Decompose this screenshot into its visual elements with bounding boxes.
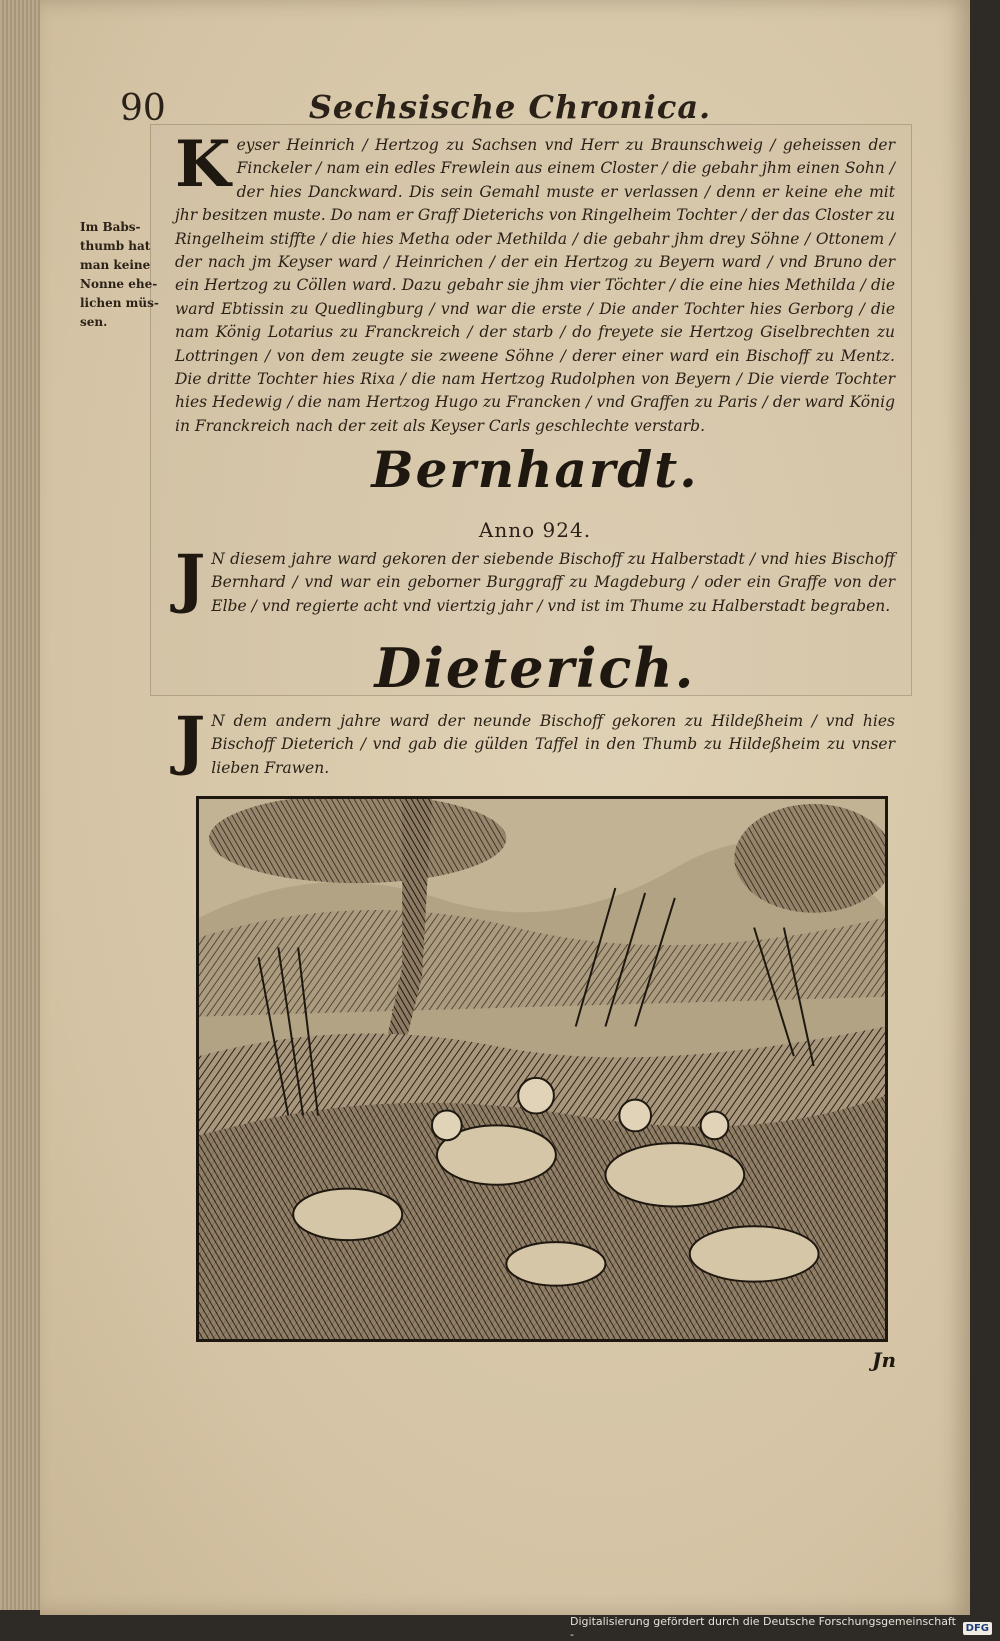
- digitization-footer: [570, 1616, 1000, 1640]
- marginal-line: Im Babs-: [80, 220, 141, 234]
- page-number: 90: [120, 88, 166, 129]
- drop-initial: J: [175, 541, 206, 616]
- section-heinrich: [175, 127, 895, 438]
- marginal-note: [80, 218, 168, 332]
- battle-woodcut-illustration: [196, 796, 888, 1342]
- catchword: Jn: [872, 1348, 897, 1372]
- paragraph-text: N dem andern jahre ward der neunde Bischoff gekoren zu Hildeßheim / vnd hies Bischoff Dieterich / vnd gab die gülden Taffel in den Thumb zu Hildeßheim zu vnser lieben Frawen.: [211, 712, 895, 777]
- paragraph-bernhardt: [175, 541, 895, 618]
- marginal-line: Nonne ehe-: [80, 277, 158, 291]
- dfg-logo: DFG: [963, 1622, 992, 1635]
- paragraph-heinrich: [175, 127, 895, 438]
- paragraph-text: eyser Heinrich / Hertzog zu Sachsen vnd Herr zu Braunschweig / geheissen der Finckeler / nam ein edles Frewlein aus einem Closter / die gebahr jhm einen Sohn / der hies Danckward. Dis sein Gemahl muste er verlassen / denn er keine ehe mit jhr besitzen muste. Do nam er Graff Dieterichs von Ringelheim Tochter / der das Closter zu Ringelheim stiffte / die hies Metha oder Methilda / die gebahr jhm drey Söhne / Ottonem / der nach jm Keyser ward / Heinrichen / der ein Hertzog zu Beyern ward / vnd Bruno der ein Hertzog zu Cöllen ward. Dazu gebahr sie jhm vier Töchter / die eine hies Methilda / die ward Ebtissin zu Quedlingburg / vnd war die erste / Die ander Tochter hies Gerborg / die nam König Lotarius zu Franckreich / der starb / do freyete sie Hertzog Giselbrechten zu Lottringen / von dem zeugte sie zweene Söhne / derer einer ward ein Bischoff zu Mentz. Die dritte Tochter hies Rixa / die nam Hertzog Rudolphen von Beyern / Die vierde Tochter hies Hedewig / die nam Hertzog Hugo zu Francken / vnd Graffen zu Paris / der ward König in Franckreich nach der zeit als Keyser Carls geschlechte verstarb.: [175, 136, 895, 435]
- running-head: Sechsische Chronica.: [308, 88, 712, 126]
- anno-year: Anno 924.: [478, 518, 592, 542]
- footer-text: Digitalisierung gefördert durch die Deutsche Forschungsgemeinschaft -: [570, 1615, 956, 1641]
- section-bernhardt: [175, 541, 895, 618]
- marginal-line: lichen müs-: [80, 296, 159, 310]
- section-dieterich: [175, 703, 895, 780]
- heading-bernhardt: Bernhardt.: [371, 440, 699, 499]
- marginal-line: man keine: [80, 258, 151, 272]
- drop-initial: K: [175, 127, 231, 202]
- paragraph-dieterich: [175, 703, 895, 780]
- paragraph-text: N diesem jahre ward gekoren der siebende Bischoff zu Halberstadt / vnd hies Bischoff Bernhard / vnd war ein geborner Burggraff zu Magdeburg / oder ein Graffe von der Elbe / vnd regierte acht vnd viertzig jahr / vnd ist im Thume zu Halberstadt begraben.: [211, 550, 895, 615]
- marginal-line: sen.: [80, 315, 108, 329]
- woodcut-image: [199, 799, 885, 1339]
- marginal-line: thumb hat: [80, 239, 151, 253]
- heading-dieterich: Dieterich.: [374, 636, 696, 700]
- drop-initial: J: [175, 703, 206, 778]
